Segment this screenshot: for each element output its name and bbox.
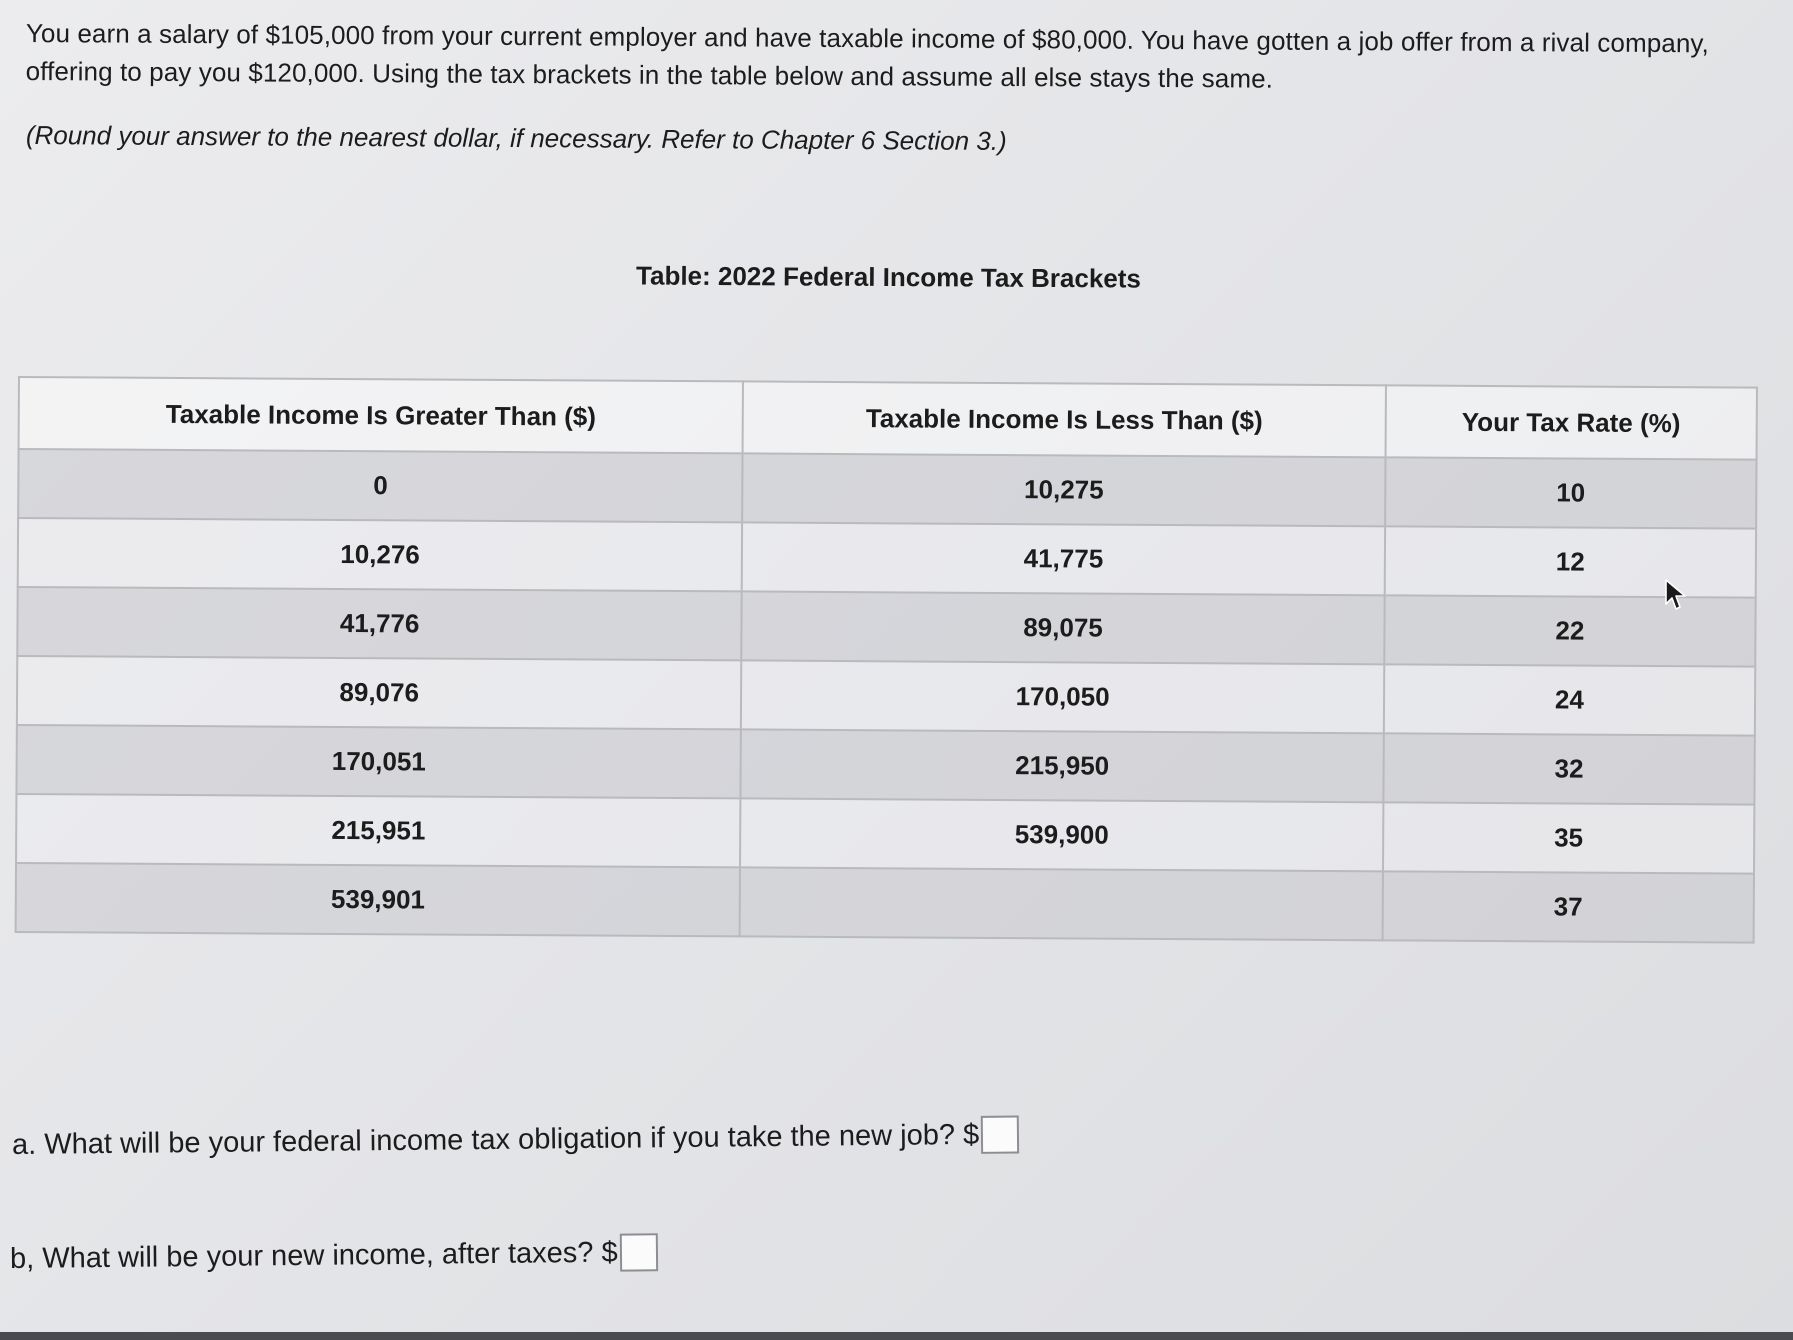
question-b-text: What will be your new income, after taxes? [42,1236,594,1275]
cell-tax-rate: 10 [1385,457,1757,528]
cell-less-than: 539,900 [740,798,1383,871]
screen-bottom-edge [0,1332,1793,1340]
cell-tax-rate: 37 [1382,871,1754,942]
cell-tax-rate: 22 [1384,595,1756,666]
cell-greater-than: 41,776 [17,587,742,660]
table-row [16,725,1754,805]
table-caption: Table: 2022 Federal Income Tax Brackets [635,260,1142,294]
cell-tax-rate: 32 [1383,733,1755,804]
cell-less-than [740,867,1383,940]
cell-greater-than: 215,951 [16,794,741,867]
cell-greater-than: 0 [18,449,743,522]
table-row [17,587,1755,667]
question-a-text: What will be your federal income tax obligation if you take the new job? [44,1118,956,1161]
cell-greater-than: 539,901 [16,863,741,936]
question-a-label: a. [11,1128,37,1161]
table-row [18,518,1756,598]
cell-less-than: 10,275 [742,453,1385,526]
cell-less-than: 89,075 [742,591,1385,664]
tax-bracket-table [15,376,1758,944]
cell-greater-than: 170,051 [16,725,741,798]
cell-tax-rate: 12 [1384,526,1756,597]
cell-tax-rate: 35 [1383,802,1755,873]
table-header-row [19,377,1757,460]
header-less-than: Taxable Income Is Less Than ($) [743,381,1386,457]
rounding-instruction: (Round your answer to the nearest dollar, if necessary. Refer to Chapter 6 Section 3.) [25,119,1007,156]
after-tax-income-input[interactable] [619,1233,657,1271]
table-row [17,656,1755,736]
cell-less-than: 41,775 [742,522,1385,595]
question-b [10,1233,658,1278]
tax-obligation-input[interactable] [981,1115,1019,1153]
header-greater-than: Taxable Income Is Greater Than ($) [19,377,744,453]
header-tax-rate: Your Tax Rate (%) [1385,385,1757,459]
question-a-currency: $ [962,1118,980,1151]
cell-less-than: 215,950 [741,729,1384,802]
cell-greater-than: 10,276 [18,518,743,591]
cell-tax-rate: 24 [1384,664,1756,735]
question-a [12,1115,1020,1164]
tax-bracket-table-container [15,376,1758,944]
table-row [16,863,1754,943]
cell-less-than: 170,050 [741,660,1384,733]
problem-statement: You earn a salary of $105,000 from your current employer and have taxable income of $80,000. You have gotten a job offer from a rival company, offering to pay you $120,000. Using the tax brackets in the table below and assume all else stays the same. [25,17,1710,94]
question-b-currency: $ [601,1236,618,1269]
question-b-label: b, [9,1242,35,1275]
mouse-pointer-icon [1664,578,1690,612]
table-row [16,794,1754,874]
cell-greater-than: 89,076 [17,656,742,729]
table-row [18,449,1756,529]
